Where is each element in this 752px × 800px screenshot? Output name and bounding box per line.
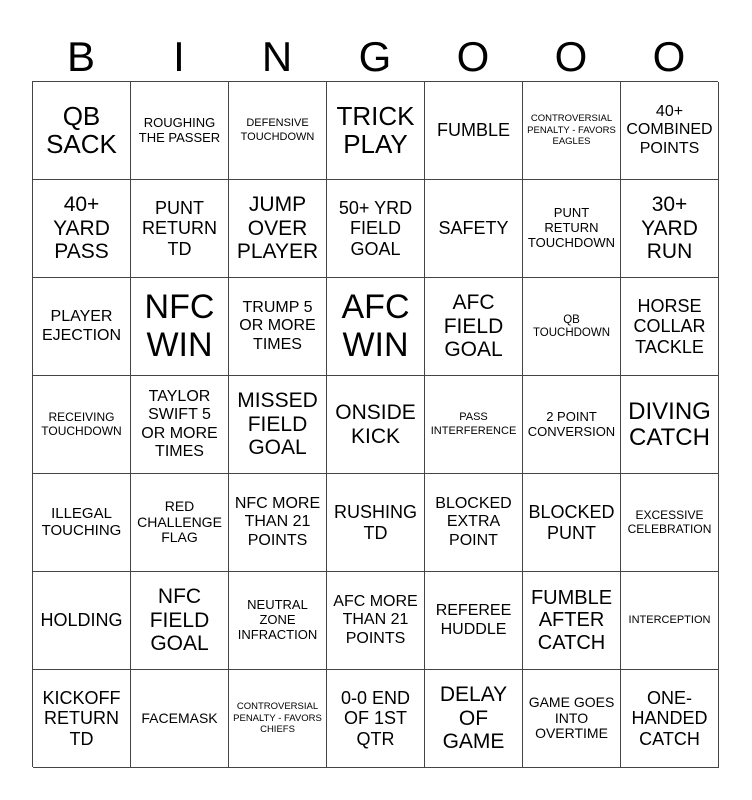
- cell-text: DELAY OF GAME: [439, 682, 508, 754]
- bingo-cell[interactable]: [621, 474, 719, 572]
- bingo-cell[interactable]: [621, 180, 719, 278]
- bingo-cell[interactable]: [131, 376, 229, 474]
- cell-text: RUSHING TD: [333, 502, 417, 543]
- cell-text: REFEREE HUDDLE: [435, 602, 512, 638]
- bingo-cell[interactable]: [229, 376, 327, 474]
- bingo-cell[interactable]: [523, 278, 621, 376]
- bingo-cell[interactable]: [621, 82, 719, 180]
- bingo-cell[interactable]: [425, 474, 523, 572]
- cell-text: RECEIVING TOUCHDOWN: [41, 409, 122, 438]
- bingo-cell[interactable]: [33, 180, 131, 278]
- bingo-cell[interactable]: [425, 82, 523, 180]
- cell-text: RED CHALLENGE FLAG: [137, 497, 222, 546]
- bingo-cell[interactable]: [523, 82, 621, 180]
- bingo-cell[interactable]: [33, 474, 131, 572]
- cell-text: BLOCKED EXTRA POINT: [435, 495, 512, 549]
- bingo-cell[interactable]: [131, 278, 229, 376]
- cell-text: 40+ COMBINED POINTS: [626, 103, 713, 157]
- cell-text: PUNT RETURN TOUCHDOWN: [527, 205, 616, 250]
- cell-text: PLAYER EJECTION: [41, 308, 122, 344]
- cell-text: HORSE COLLAR TACKLE: [633, 296, 706, 357]
- bingo-cell[interactable]: [425, 278, 523, 376]
- bingo-cell[interactable]: [523, 376, 621, 474]
- bingo-cell[interactable]: [327, 82, 425, 180]
- bingo-cell[interactable]: [327, 474, 425, 572]
- header-letter-g: G: [358, 33, 392, 80]
- cell-text: JUMP OVER PLAYER: [236, 192, 319, 264]
- bingo-cell[interactable]: [229, 82, 327, 180]
- cell-text: 0-0 END OF 1ST QTR: [340, 688, 411, 749]
- bingo-cell[interactable]: [621, 278, 719, 376]
- bingo-cell[interactable]: [229, 180, 327, 278]
- cell-text: 40+ YARD PASS: [53, 192, 110, 264]
- cell-text: DIVING CATCH: [628, 398, 711, 451]
- bingo-cell[interactable]: [131, 572, 229, 670]
- cell-text: TAYLOR SWIFT 5 OR MORE TIMES: [141, 388, 218, 460]
- bingo-cell[interactable]: [229, 474, 327, 572]
- cell-text: NEUTRAL ZONE INFRACTION: [237, 597, 318, 642]
- cell-text: SAFETY: [438, 218, 509, 239]
- bingo-cell[interactable]: [425, 670, 523, 768]
- bingo-cell[interactable]: [33, 670, 131, 768]
- bingo-cell[interactable]: [621, 670, 719, 768]
- cell-text: KICKOFF RETURN TD: [42, 688, 121, 749]
- bingo-cell[interactable]: [425, 572, 523, 670]
- cell-text: FUMBLE: [436, 120, 510, 141]
- bingo-cell[interactable]: [229, 278, 327, 376]
- bingo-cell[interactable]: [33, 376, 131, 474]
- bingo-cell[interactable]: [33, 82, 131, 180]
- bingo-board: [32, 81, 718, 767]
- bingo-cell[interactable]: [327, 376, 425, 474]
- bingo-cell[interactable]: [327, 572, 425, 670]
- bingo-cell[interactable]: [425, 376, 523, 474]
- cell-text: NFC WIN: [144, 288, 215, 364]
- cell-text: ONE-HANDED CATCH: [631, 688, 708, 749]
- cell-text: PUNT RETURN TD: [142, 198, 217, 259]
- cell-text: AFC WIN: [341, 288, 410, 364]
- bingo-cell[interactable]: [131, 670, 229, 768]
- bingo-cell[interactable]: [33, 278, 131, 376]
- header-letter-i: I: [173, 33, 185, 80]
- bingo-cell[interactable]: [523, 670, 621, 768]
- cell-text: CONTROVERSIAL PENALTY - FAVORS CHIEFS: [233, 700, 322, 736]
- cell-text: ILLEGAL TOUCHING: [41, 504, 122, 539]
- cell-text: MISSED FIELD GOAL: [237, 388, 318, 460]
- cell-text: CONTROVERSIAL PENALTY - FAVORS EAGLES: [527, 112, 616, 148]
- cell-text: FACEMASK: [141, 709, 218, 726]
- header-letter-n: N: [261, 33, 293, 80]
- cell-text: BLOCKED PUNT: [528, 502, 615, 543]
- cell-text: ONSIDE KICK: [335, 400, 416, 448]
- cell-text: TRICK PLAY: [336, 101, 415, 159]
- cell-text: TRUMP 5 OR MORE TIMES: [239, 299, 316, 353]
- header-letter-o: O: [652, 33, 686, 80]
- bingo-cell[interactable]: [327, 180, 425, 278]
- cell-text: PASS INTERFERENCE: [430, 410, 517, 437]
- cell-text: NFC FIELD GOAL: [149, 584, 210, 656]
- header-letter-b: B: [66, 33, 95, 80]
- bingo-cell[interactable]: [229, 670, 327, 768]
- bingo-cell[interactable]: [621, 376, 719, 474]
- cell-text: QB TOUCHDOWN: [532, 313, 611, 339]
- bingo-cell[interactable]: [33, 572, 131, 670]
- bingo-cell[interactable]: [425, 180, 523, 278]
- bingo-cell[interactable]: [523, 474, 621, 572]
- header-letter-o: O: [554, 33, 588, 80]
- cell-text: DEFENSIVE TOUCHDOWN: [240, 116, 315, 143]
- bingo-cell[interactable]: [327, 278, 425, 376]
- bingo-header: [32, 32, 718, 82]
- cell-text: FUMBLE AFTER CATCH: [530, 586, 613, 654]
- cell-text: NFC MORE THAN 21 POINTS: [234, 495, 321, 549]
- cell-text: GAME GOES INTO OVERTIME: [528, 693, 615, 742]
- cell-text: AFC MORE THAN 21 POINTS: [333, 593, 418, 647]
- bingo-cell[interactable]: [327, 670, 425, 768]
- cell-text: QB SACK: [46, 101, 117, 159]
- cell-text: INTERCEPTION: [628, 613, 711, 626]
- bingo-cell[interactable]: [131, 82, 229, 180]
- cell-text: AFC FIELD GOAL: [443, 290, 504, 362]
- bingo-cell[interactable]: [523, 180, 621, 278]
- header-letter-o: O: [456, 33, 490, 80]
- bingo-cell[interactable]: [229, 572, 327, 670]
- cell-text: 50+ YRD FIELD GOAL: [338, 198, 413, 259]
- bingo-cell[interactable]: [131, 180, 229, 278]
- cell-text: EXCESSIVE CELEBRATION: [627, 507, 712, 536]
- bingo-cell[interactable]: [621, 572, 719, 670]
- cell-text: 2 POINT CONVERSION: [527, 408, 616, 439]
- cell-text: HOLDING: [40, 610, 123, 631]
- cell-text: 30+ YARD RUN: [641, 192, 698, 264]
- bingo-cell[interactable]: [131, 474, 229, 572]
- cell-text: ROUGHING THE PASSER: [138, 114, 221, 145]
- bingo-cell[interactable]: [523, 572, 621, 670]
